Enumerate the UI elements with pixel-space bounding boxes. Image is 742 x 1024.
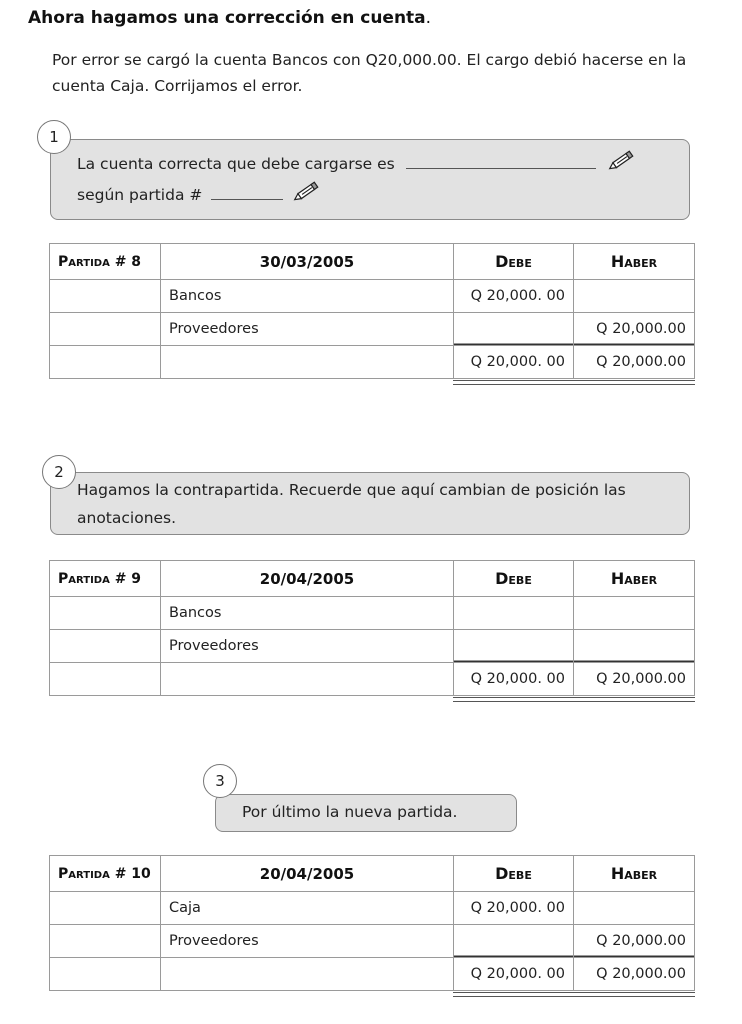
totals-row	[50, 663, 695, 696]
debe-amount: Q 20,000. 00	[454, 892, 574, 925]
debe-total: Q 20,000. 00	[454, 958, 574, 991]
table-row	[50, 630, 695, 663]
haber-amount: Q 20,000.00	[574, 925, 695, 958]
debe-amount	[454, 313, 574, 346]
haber-header: Haber	[574, 561, 695, 597]
partida-cell	[50, 663, 161, 696]
debe-header: Debe	[454, 561, 574, 597]
partida-cell	[50, 313, 161, 346]
intro-paragraph: Por error se cargó la cuenta Bancos con Q20,000.00. El cargo debió hacerse en la cuenta Caja. Corrijamos el error.	[52, 51, 687, 95]
account-name: Caja	[161, 892, 454, 925]
partida-cell	[50, 892, 161, 925]
ledger-table-3	[49, 855, 695, 991]
haber-amount: Q 20,000.00	[574, 313, 695, 346]
partida-cell	[50, 346, 161, 379]
table-row	[50, 280, 695, 313]
step-1-line-1	[77, 149, 689, 180]
account-name: Proveedores	[161, 925, 454, 958]
debe-total: Q 20,000. 00	[454, 663, 574, 696]
step-2-number: 2	[42, 455, 76, 489]
account-name: Proveedores	[161, 313, 454, 346]
partida-label: Partida # 9	[50, 561, 161, 597]
table-row	[50, 925, 695, 958]
entry-date: 20/04/2005	[161, 561, 454, 597]
step-1-number: 1	[37, 120, 71, 154]
haber-amount	[574, 280, 695, 313]
ledger-table-1	[49, 243, 695, 379]
entry-date: 30/03/2005	[161, 244, 454, 280]
haber-amount	[574, 892, 695, 925]
step-1-line-2	[77, 180, 689, 211]
debe-header: Debe	[454, 244, 574, 280]
partida-number-blank[interactable]	[211, 185, 283, 200]
heading-text: Ahora hagamos una corrección en cuenta	[28, 8, 426, 28]
haber-total: Q 20,000.00	[574, 663, 695, 696]
correct-account-blank[interactable]	[406, 154, 596, 169]
table-header-row	[50, 561, 695, 597]
partida-cell	[50, 280, 161, 313]
partida-cell	[50, 597, 161, 630]
debe-amount	[454, 925, 574, 958]
partida-cell	[50, 925, 161, 958]
step-2-text: Hagamos la contrapartida. Recuerde que aquí cambian de posición las anotaciones.	[77, 481, 626, 527]
page-heading	[28, 8, 431, 28]
debe-amount[interactable]	[454, 597, 574, 630]
totals-row	[50, 958, 695, 991]
step-1-text-2: según partida #	[77, 186, 203, 204]
haber-total: Q 20,000.00	[574, 346, 695, 379]
table-row	[50, 313, 695, 346]
account-name	[161, 663, 454, 696]
heading-period: .	[425, 8, 432, 28]
debe-amount: Q 20,000. 00	[454, 280, 574, 313]
haber-amount[interactable]	[574, 630, 695, 663]
account-name: Bancos	[161, 597, 454, 630]
account-name	[161, 958, 454, 991]
table-row	[50, 892, 695, 925]
step-2-box	[50, 472, 690, 535]
haber-amount[interactable]	[574, 597, 695, 630]
step-1-text-1: La cuenta correcta que debe cargarse es	[77, 155, 395, 173]
account-name: Proveedores	[161, 630, 454, 663]
debe-amount[interactable]	[454, 630, 574, 663]
step-3-box	[215, 794, 517, 832]
pencil-icon	[292, 180, 322, 211]
haber-total: Q 20,000.00	[574, 958, 695, 991]
pencil-icon	[607, 149, 637, 180]
debe-header: Debe	[454, 856, 574, 892]
step-3-text: Por último la nueva partida.	[242, 803, 458, 821]
account-name: Bancos	[161, 280, 454, 313]
table-header-row	[50, 244, 695, 280]
partida-label: Partida # 8	[50, 244, 161, 280]
haber-header: Haber	[574, 244, 695, 280]
entry-date: 20/04/2005	[161, 856, 454, 892]
partida-label: Partida # 10	[50, 856, 161, 892]
haber-header: Haber	[574, 856, 695, 892]
step-3-number: 3	[203, 764, 237, 798]
partida-cell	[50, 958, 161, 991]
totals-row	[50, 346, 695, 379]
step-1-box	[50, 139, 690, 220]
table-row	[50, 597, 695, 630]
partida-cell	[50, 630, 161, 663]
account-name	[161, 346, 454, 379]
ledger-table-2	[49, 560, 695, 696]
debe-total: Q 20,000. 00	[454, 346, 574, 379]
table-header-row	[50, 856, 695, 892]
